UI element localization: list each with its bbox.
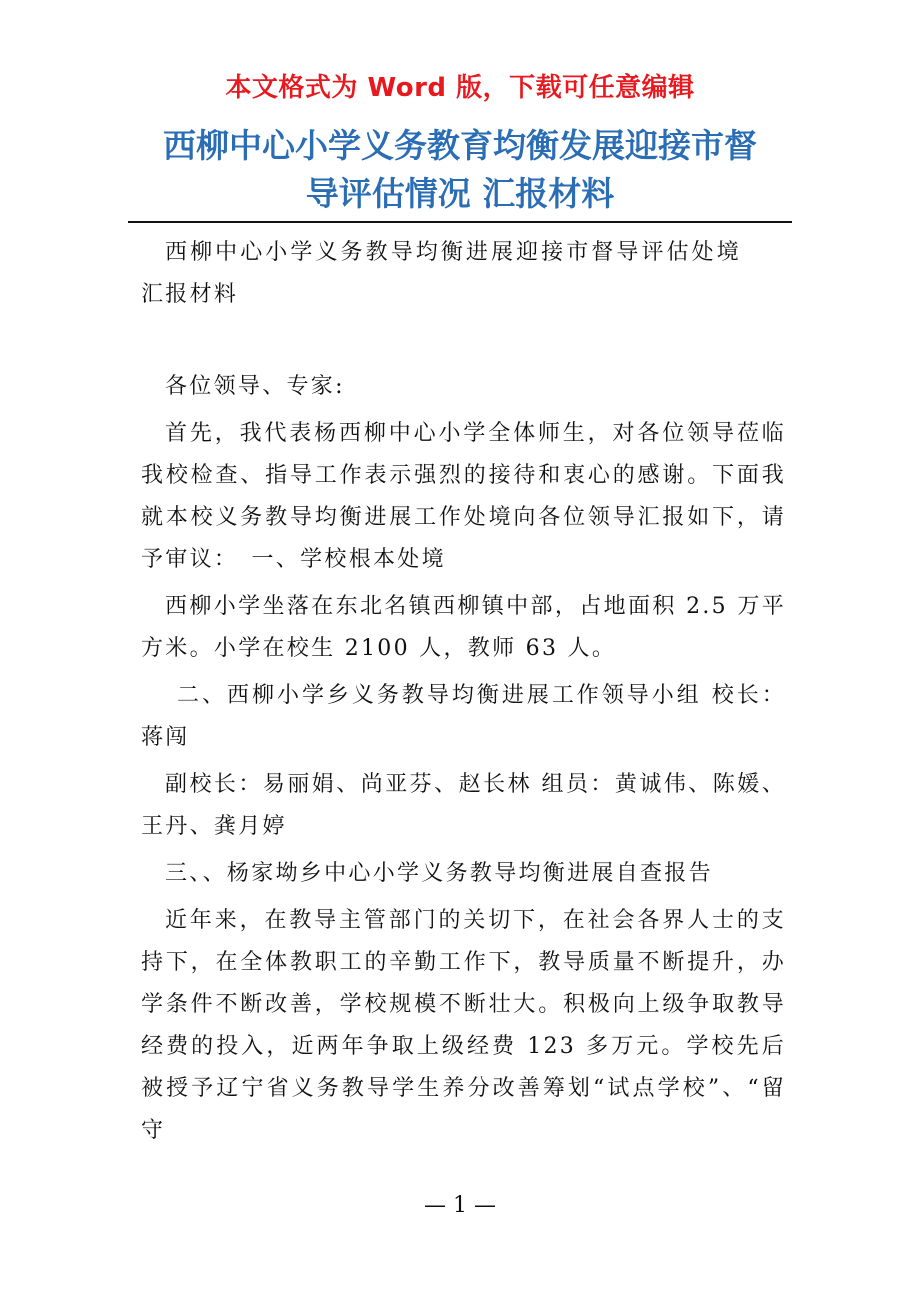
page-number: — 1 — [424,1193,496,1218]
body-paragraph-intro: 首先，我代表杨西柳中心小学全体师生，对各位领导莅临我校检查、指导工作表示强烈的接待和衷心的感谢。下面我就本校义务教导均衡进展工作处境向各位领导汇报如下，请予审议： 一、学校根本处境 [141,421,786,572]
body-paragraph-members: 副校长：易丽娟、尚亚芬、赵长林 组员：黄诚伟、陈媛、王丹、龚月婷 [141,772,786,839]
title-line-1: 西柳中心小学义务教育均衡发展迎接市督 [163,126,757,165]
format-notice: 本文格式为 Word 版，下载可任意编辑 [225,73,695,103]
body-paragraph-salutation: 各位领导、专家: [165,374,345,399]
body-paragraph-heading: 西柳中心小学义务教导均衡进展迎接市督导评估处境汇报材料 [141,240,741,307]
body-paragraph-recent-years: 近年来，在教导主管部门的关切下，在社会各界人士的支持下，在全体教职工的辛勤工作下，教导质量不断提升，办学条件不断改善，学校规模不断壮大。积极向上级争取教导经费的投入，近两年争取上级经费 123 多万元。学校先后被授予辽宁省义务教导学生养分改善筹划“试点学校”、“留守 [141,908,786,1143]
title-divider [128,221,792,223]
title-line-2: 导评估情况 汇报材料 [305,174,615,213]
body-paragraph-leadership: 二、西柳小学乡义务教导均衡进展工作领导小组 校长：蒋闯 [141,683,786,750]
body-paragraph-section-three: 三、、杨家坳乡中心小学义务教导均衡进展自查报告 [165,861,713,886]
document-title [120,122,800,218]
body-paragraph-school-info: 西柳小学坐落在东北名镇西柳镇中部，占地面积 2.5 万平方米。小学在校生 2100 人，教师 63 人。 [141,594,787,661]
document-body [141,232,786,1152]
